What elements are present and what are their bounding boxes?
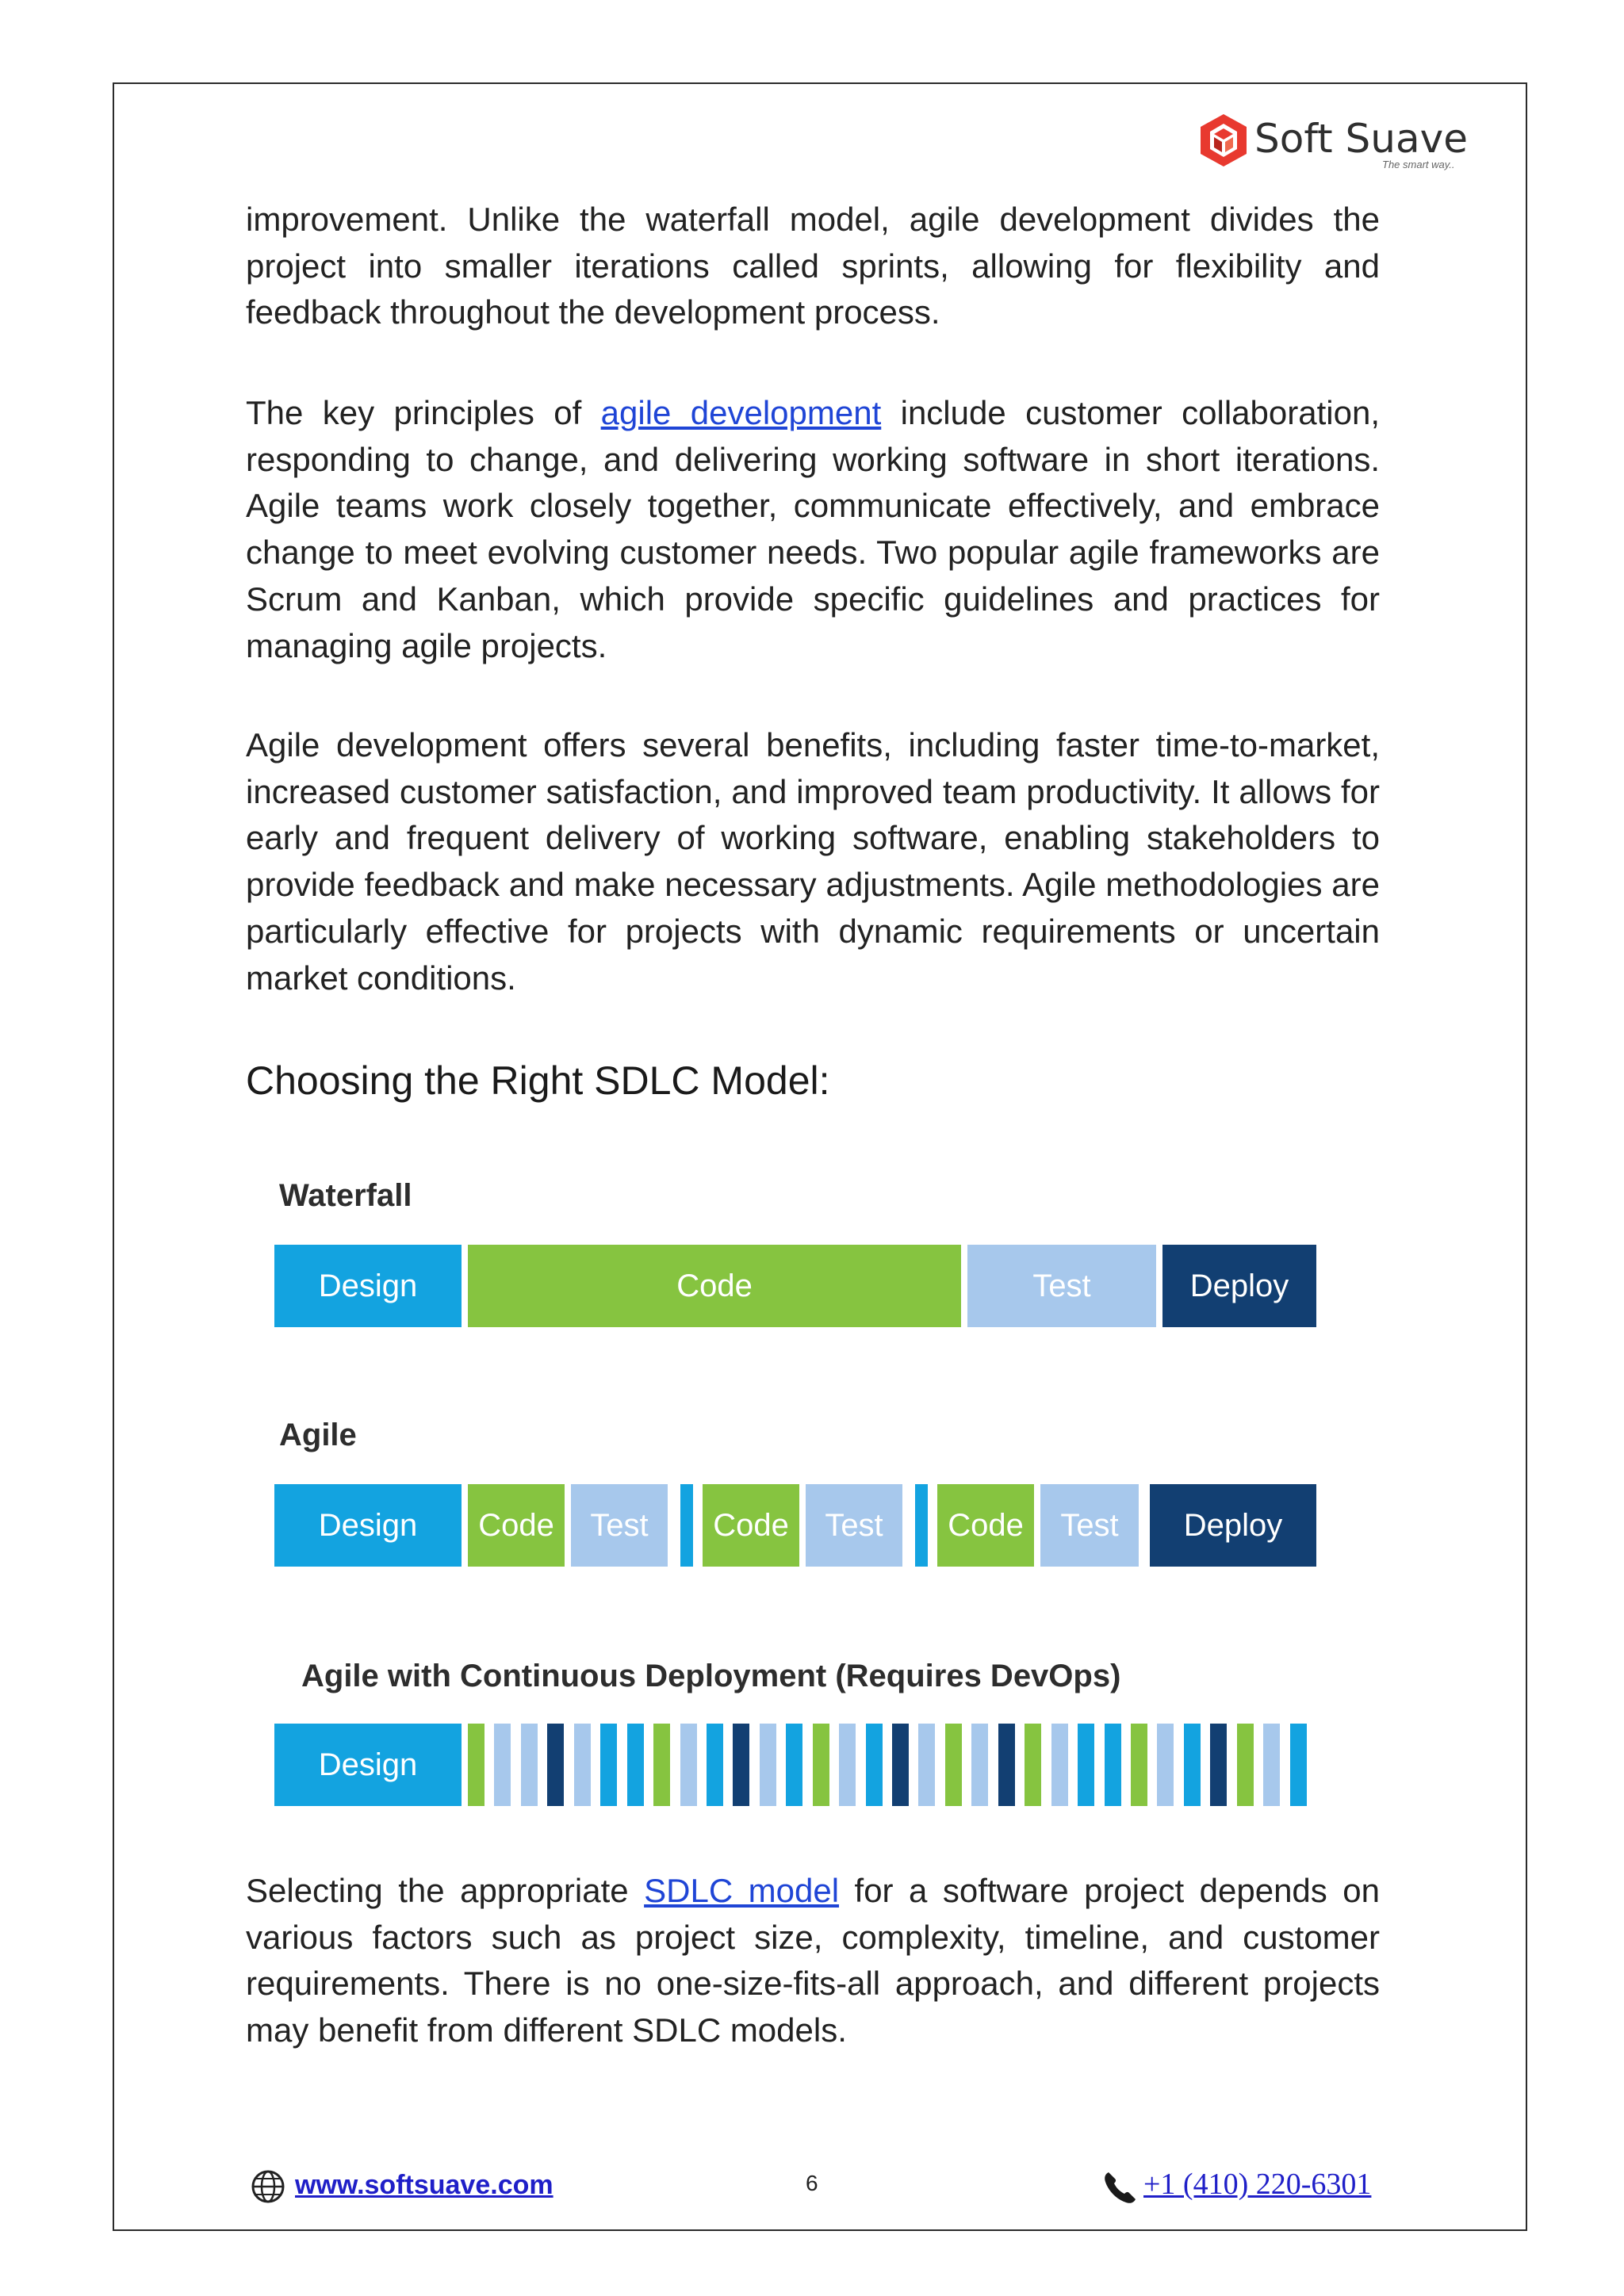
agile-iteration-separator	[680, 1484, 693, 1567]
agile-test-segment: Test	[806, 1484, 902, 1567]
deployment-stripe	[1131, 1724, 1147, 1806]
deployment-stripe	[574, 1724, 591, 1806]
deployment-stripe	[1078, 1724, 1094, 1806]
waterfall-deploy-segment: Deploy	[1162, 1245, 1316, 1327]
agile-test-segment: Test	[1040, 1484, 1139, 1567]
deployment-stripe	[813, 1724, 829, 1806]
deployment-stripe	[468, 1724, 485, 1806]
paragraph-text: The key principles of	[246, 394, 601, 431]
deployment-stripe	[1210, 1724, 1227, 1806]
deployment-stripe	[653, 1724, 670, 1806]
deployment-stripe	[998, 1724, 1015, 1806]
agile-deploy-segment: Deploy	[1150, 1484, 1316, 1567]
logo-cube-icon	[1197, 111, 1250, 170]
paragraph-text: include customer collaboration, responding to change, and delivering working software in short iterations. Agile teams work closely together, communicate effectively, and embrace change to meet evolving customer needs. Two popular agile frameworks are Scrum and Kanban, which provide specific guidelines and practices for managing agile projects.	[246, 394, 1380, 664]
deployment-stripe	[627, 1724, 644, 1806]
deployment-stripe	[680, 1724, 697, 1806]
agile-test-segment: Test	[571, 1484, 668, 1567]
agile-label: Agile	[279, 1418, 357, 1452]
sdlc-model-link[interactable]: SDLC model	[644, 1872, 840, 1909]
deployment-stripe	[1290, 1724, 1307, 1806]
deployment-stripe	[892, 1724, 909, 1806]
globe-icon	[251, 2169, 285, 2204]
waterfall-design-segment: Design	[274, 1245, 462, 1327]
deployment-stripe	[547, 1724, 564, 1806]
paragraph-agile-intro: improvement. Unlike the waterfall model, agile development divides the project into smaller iterations called sprints, allowing for flexibility and feedback throughout the development process.	[246, 201, 1380, 331]
deployment-stripe	[1237, 1724, 1254, 1806]
agile-code-segment: Code	[468, 1484, 565, 1567]
agile-code-segment: Code	[937, 1484, 1034, 1567]
deployment-stripe	[839, 1724, 856, 1806]
deployment-stripe	[866, 1724, 883, 1806]
deployment-stripe	[1105, 1724, 1121, 1806]
deployment-stripe	[1051, 1724, 1068, 1806]
deployment-stripe	[494, 1724, 511, 1806]
agile-code-segment: Code	[703, 1484, 799, 1567]
deployment-stripe	[918, 1724, 935, 1806]
paragraph-choosing-model	[246, 1868, 1380, 2054]
page-number: 6	[806, 2171, 818, 2195]
waterfall-label: Waterfall	[279, 1178, 412, 1213]
deployment-stripe	[971, 1724, 988, 1806]
paragraph-agile-benefits: Agile development offers several benefits, including faster time-to-market, increased customer satisfaction, and improved team productivity. It allows for early and frequent delivery of working software, enabling stakeholders to provide feedback and make necessary adjustments. Agile methodologies are particularly effective for projects with dynamic requirements or uncertain market conditions.	[246, 726, 1380, 997]
continuous-deployment-label: Agile with Continuous Deployment (Requires DevOps)	[301, 1659, 1121, 1693]
sdlc-models-diagram	[270, 1165, 1332, 1823]
soft-suave-logo	[1197, 111, 1475, 174]
paragraph-text: Selecting the appropriate	[246, 1872, 645, 1909]
phone-link[interactable]: +1 (410) 220-6301	[1143, 2168, 1372, 2201]
deployment-stripe	[733, 1724, 749, 1806]
agile-development-link[interactable]: agile development	[600, 394, 882, 431]
deployment-stripe	[786, 1724, 802, 1806]
deployment-stripe	[1184, 1724, 1201, 1806]
deployment-stripe	[1263, 1724, 1280, 1806]
logo-tagline: The smart way..	[1382, 159, 1455, 170]
logo-wordmark: Soft Suave	[1254, 116, 1468, 162]
continuous-design-segment: Design	[274, 1724, 462, 1806]
deployment-stripe	[1157, 1724, 1174, 1806]
paragraph-agile-principles	[246, 390, 1380, 669]
website-link[interactable]: www.softsuave.com	[295, 2170, 553, 2200]
agile-iteration-separator	[915, 1484, 928, 1567]
deployment-stripe	[600, 1724, 617, 1806]
agile-design-segment: Design	[274, 1484, 462, 1567]
deployment-stripe	[707, 1724, 723, 1806]
section-heading: Choosing the Right SDLC Model:	[246, 1058, 830, 1103]
deployment-stripe	[945, 1724, 962, 1806]
waterfall-code-segment: Code	[468, 1245, 961, 1327]
paragraph-text: for a software project depends on various factors such as project size, complexity, timeline, and customer requirements. There is no one-size-fits-all approach, and different projects may benefit from different SDLC models.	[246, 1872, 1380, 2049]
deployment-stripe	[1025, 1724, 1041, 1806]
waterfall-test-segment: Test	[967, 1245, 1156, 1327]
phone-icon	[1101, 2168, 1140, 2207]
deployment-stripe	[760, 1724, 776, 1806]
deployment-stripe	[521, 1724, 538, 1806]
